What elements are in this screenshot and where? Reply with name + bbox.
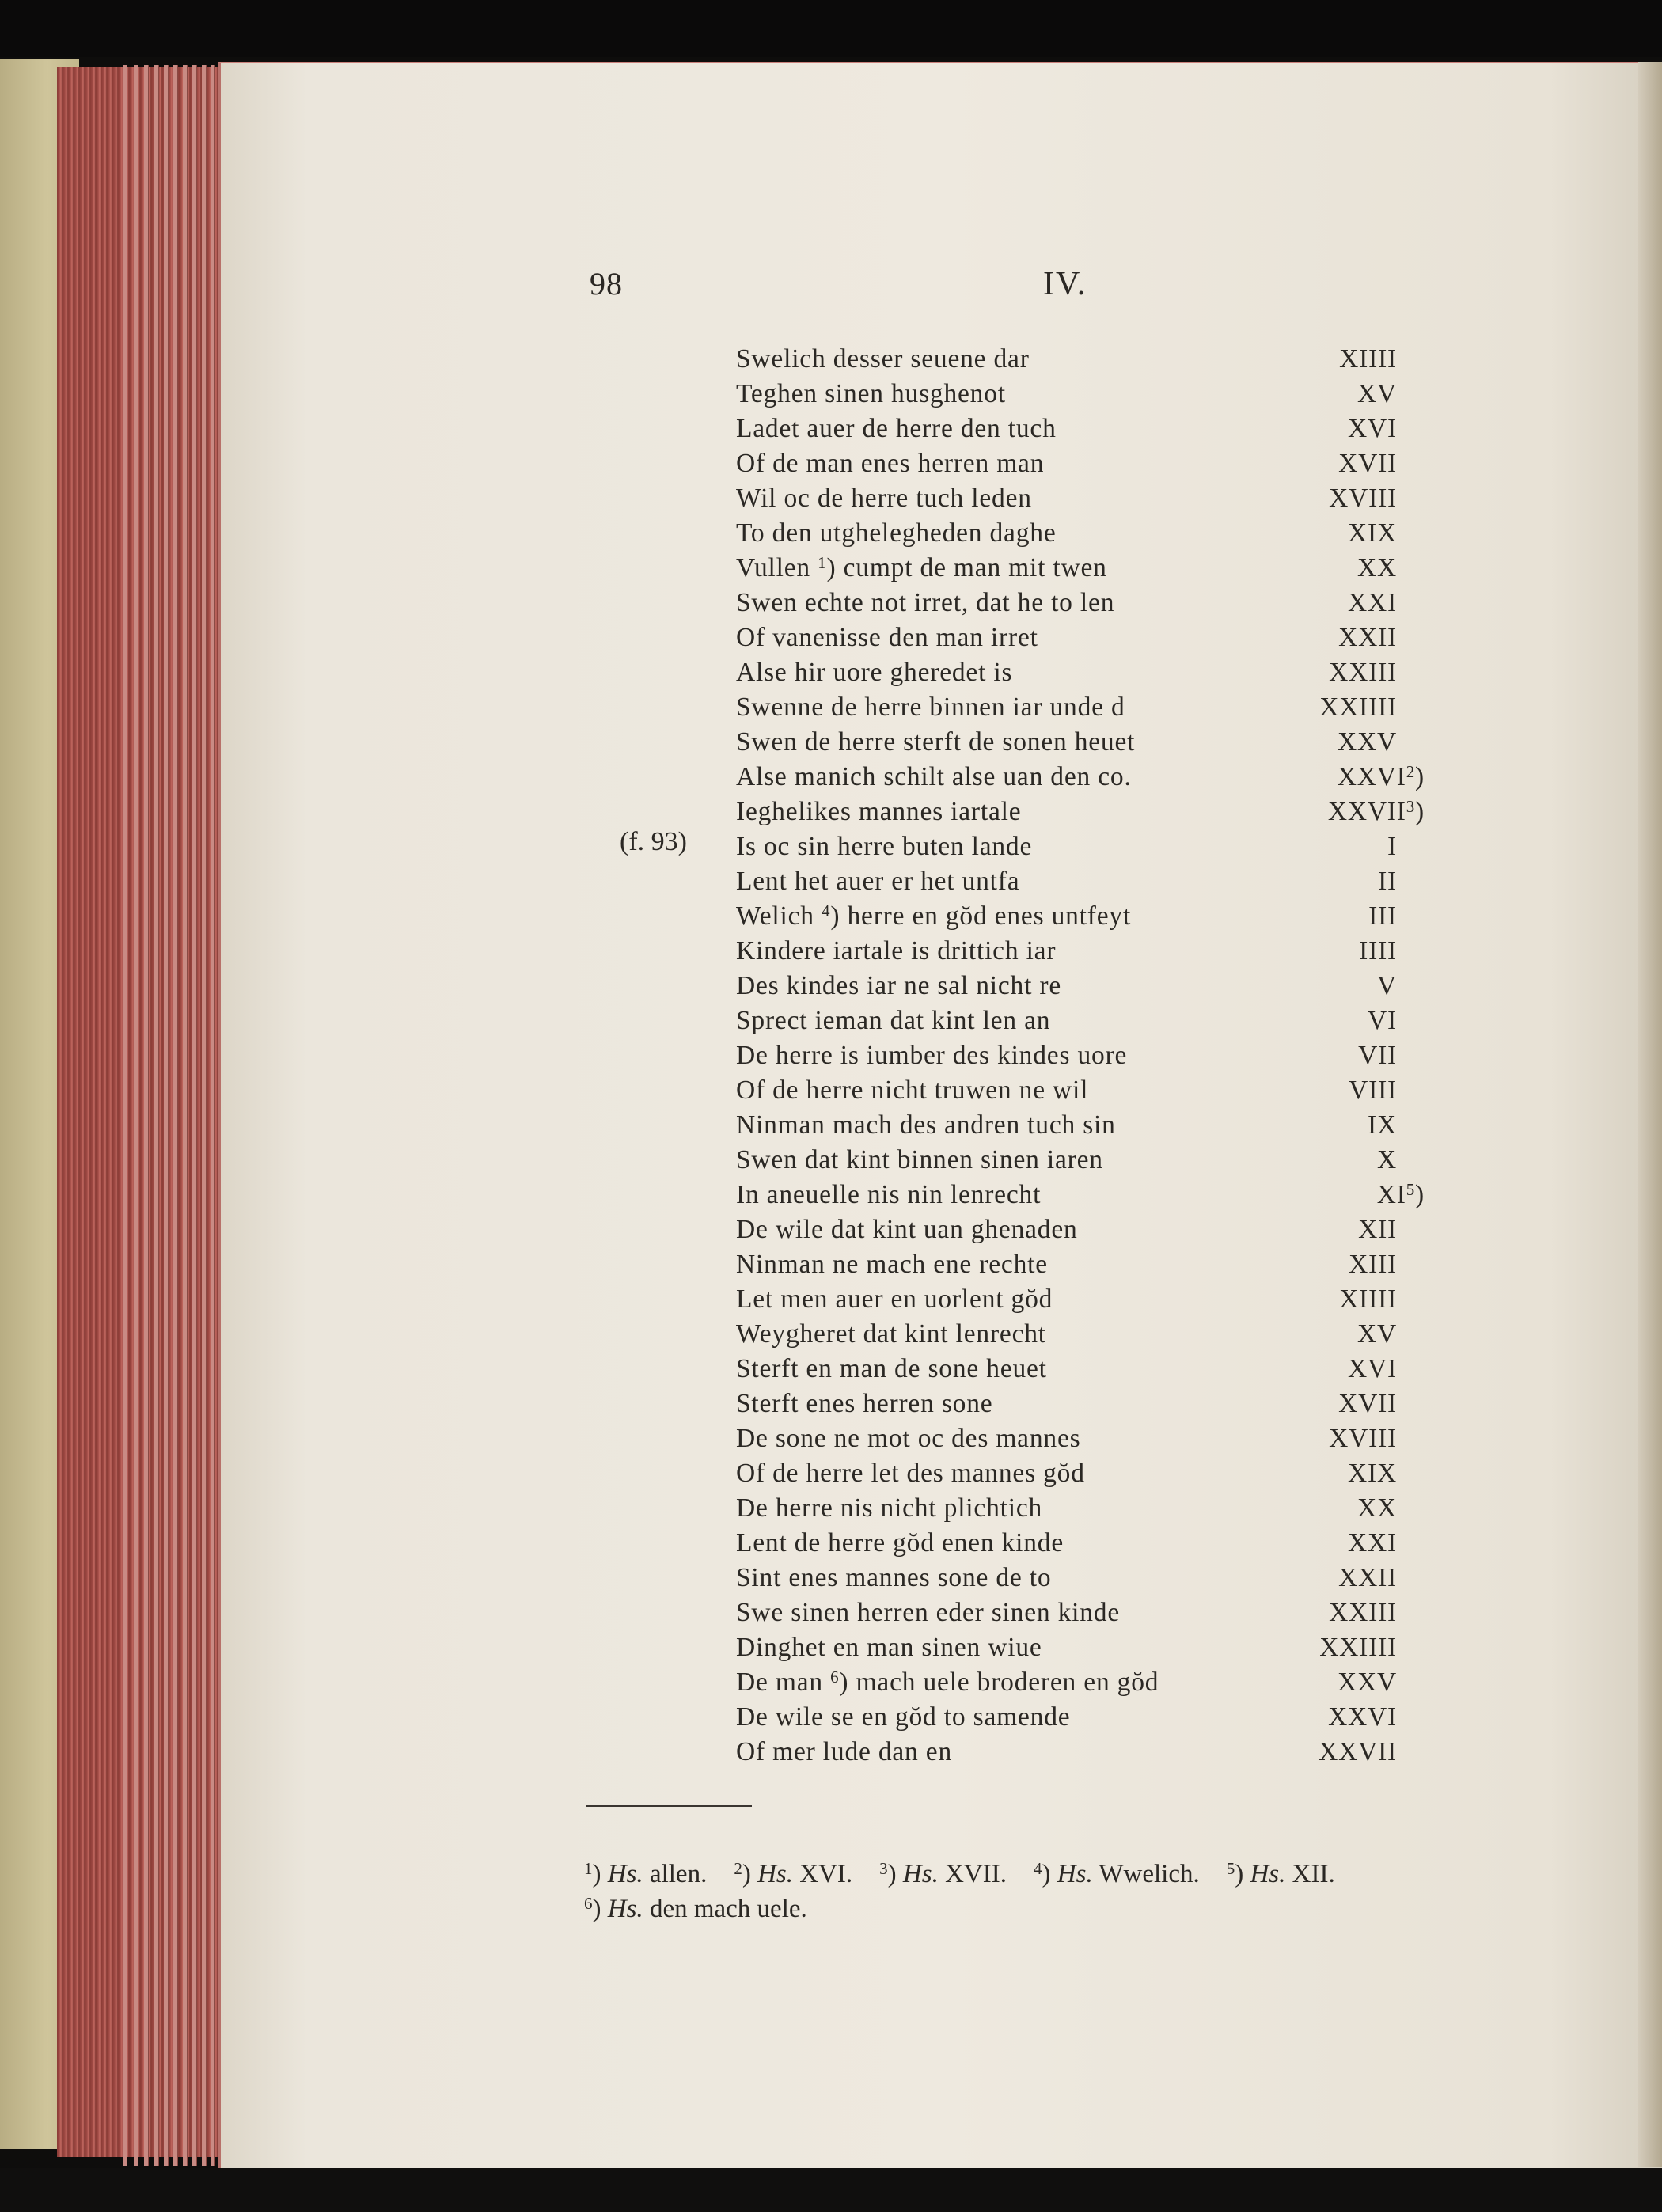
chapter-row (736, 690, 1425, 725)
chapter-number: XXI (1348, 588, 1397, 617)
chapter-title: Swen dat kint binnen sinen iaren (736, 1145, 1103, 1174)
chapter-title: De wile dat kint uan ghenaden (736, 1215, 1078, 1244)
page-gutter-right (1638, 62, 1662, 2167)
chapter-title: Swenne de herre binnen iar unde d (736, 692, 1125, 722)
chapter-row (736, 1108, 1425, 1143)
chapter-number: VII (1358, 1041, 1397, 1070)
chapter-number: XVIII (1329, 1424, 1397, 1453)
chapter-number: XXII (1338, 623, 1397, 652)
chapter-row (736, 1282, 1425, 1317)
chapter-row (736, 1317, 1425, 1352)
chapter-title: Of mer lude dan en (736, 1737, 952, 1766)
chapter-number: XV (1357, 379, 1397, 408)
chapter-number: XXVI (1328, 1702, 1397, 1732)
chapter-title: Sterft en man de sone heuet (736, 1354, 1047, 1383)
chapter-number: XXI (1348, 1528, 1397, 1558)
chapter-number: XVI (1348, 414, 1397, 443)
chapter-title: Kindere iartale is drittich iar (736, 936, 1057, 966)
footnote: $^1$) Hs. allen. (584, 1859, 708, 1888)
chapter-row (736, 1526, 1425, 1561)
page-heading: IV. (1043, 266, 1087, 302)
chapter-row (736, 620, 1425, 655)
chapter-number: XVI (1348, 1354, 1397, 1383)
chapter-title: Ladet auer de herre den tuch (736, 414, 1057, 443)
chapter-number: XXIII (1329, 1598, 1397, 1627)
chapter-number: $XI^5$) (1376, 1180, 1425, 1209)
chapter-number: XIX (1348, 518, 1397, 548)
chapter-row (736, 446, 1425, 481)
chapter-number: XIII (1349, 1250, 1397, 1279)
chapter-row (736, 795, 1425, 829)
chapter-number: X (1377, 1145, 1397, 1174)
footnote-marker: 3 (1406, 797, 1416, 816)
chapter-number: XVII (1338, 1389, 1397, 1418)
chapter-title: Alse manich schilt alse uan den co. (736, 762, 1132, 791)
chapter-title: Wil oc de herre tuch leden (736, 484, 1032, 513)
footnote-marker: 1 (818, 553, 827, 572)
chapter-number: XII (1358, 1215, 1397, 1244)
chapter-title: In aneuelle nis nin lenrecht (736, 1180, 1042, 1209)
chapter-title: Welich $^4$) herre en gŏd enes untfeyt (736, 901, 1132, 931)
chapter-number: XXVII$^3$) (1327, 797, 1425, 826)
footnote: $^3$) Hs. XVII. (879, 1859, 1007, 1888)
chapter-row (736, 377, 1425, 412)
chapter-number: IIII (1359, 936, 1397, 966)
chapter-number: XXIII (1329, 658, 1397, 687)
chapter-title: Ninman mach des andren tuch sin (736, 1110, 1116, 1140)
chapter-row (736, 864, 1425, 899)
chapter-row (736, 1665, 1425, 1700)
chapter-row (736, 1630, 1425, 1665)
chapter-row (736, 1247, 1425, 1282)
chapter-title: Swen de herre sterft de sonen heuet (736, 727, 1136, 757)
chapter-title: Des kindes iar ne sal nicht re (736, 971, 1061, 1000)
chapter-title: Swelich desser seuene dar (736, 344, 1030, 374)
chapter-number: XIIII (1339, 1284, 1397, 1314)
footnotes (584, 1857, 1550, 1926)
chapter-title: De sone ne mot oc des mannes (736, 1424, 1081, 1453)
footnote-marker: 5 (1406, 1180, 1416, 1199)
chapter-title: Of vanenisse den man irret (736, 623, 1038, 652)
footnote-marker: 4 (822, 901, 831, 920)
chapter-title: To den utghelegheden daghe (736, 518, 1057, 548)
chapter-number: XV (1357, 1319, 1397, 1349)
page-number: 98 (590, 266, 623, 302)
chapter-title: Swe sinen herren eder sinen kinde (736, 1598, 1121, 1627)
chapter-row (736, 1352, 1425, 1387)
chapter-title: Sint enes mannes sone de to (736, 1563, 1052, 1592)
chapter-title: Teghen sinen husghenot (736, 379, 1006, 408)
footnote: $^5$) Hs. XII. (1226, 1859, 1335, 1888)
chapter-row (736, 1178, 1425, 1212)
chapter-row (736, 1595, 1425, 1630)
chapter-row (736, 1038, 1425, 1073)
chapter-row (736, 899, 1425, 934)
chapter-row (736, 1456, 1425, 1491)
chapter-number: XXVII (1319, 1737, 1397, 1766)
chapter-title: De herre is iumber des kindes uore (736, 1041, 1128, 1070)
footnote-divider (586, 1805, 752, 1807)
chapter-title: Swen echte not irret, dat he to len (736, 588, 1115, 617)
chapter-row (736, 1421, 1425, 1456)
chapter-title: Of de herre nicht truwen ne wil (736, 1076, 1089, 1105)
chapter-number: XXV (1338, 1668, 1397, 1697)
chapter-row (736, 934, 1425, 969)
chapter-row (736, 481, 1425, 516)
chapter-row (736, 1073, 1425, 1108)
chapter-number: XIIII (1339, 344, 1397, 374)
chapter-row (736, 1387, 1425, 1421)
chapter-row (736, 551, 1425, 586)
chapter-title: Vullen $^1$) cumpt de man mit twen (736, 553, 1107, 582)
chapter-row (736, 760, 1425, 795)
chapter-row (736, 516, 1425, 551)
chapter-number: V (1377, 971, 1397, 1000)
chapter-title: Sprect ieman dat kint len an (736, 1006, 1051, 1035)
chapter-title: De wile se en gŏd to samende (736, 1702, 1071, 1732)
chapter-number: XVIII (1329, 484, 1397, 513)
chapter-number: XX (1357, 1493, 1397, 1523)
chapter-number: III (1368, 901, 1397, 931)
chapter-title: De man $^6$) mach uele broderen en gŏd (736, 1668, 1159, 1697)
chapter-row (736, 725, 1425, 760)
chapter-row (736, 586, 1425, 620)
chapter-row (736, 1143, 1425, 1178)
chapter-number: VIII (1349, 1076, 1397, 1105)
chapter-list (736, 342, 1425, 1770)
chapter-number: XXVI$^2$) (1337, 762, 1425, 791)
chapter-number: XIX (1348, 1459, 1397, 1488)
chapter-title: Ieghelikes mannes iartale (736, 797, 1022, 826)
footnote-marker: 2 (1406, 762, 1416, 781)
chapter-row (736, 1561, 1425, 1595)
footnote-line-1 (584, 1857, 1550, 1891)
chapter-title: Is oc sin herre buten lande (736, 832, 1033, 861)
chapter-number: VI (1368, 1006, 1397, 1035)
chapter-number: XXV (1338, 727, 1397, 757)
chapter-title: De herre nis nicht plichtich (736, 1493, 1043, 1523)
chapter-title: Of de herre let des mannes gŏd (736, 1459, 1085, 1488)
chapter-number: IX (1368, 1110, 1397, 1140)
chapter-title: Sterft enes herren sone (736, 1389, 993, 1418)
chapter-row (736, 1004, 1425, 1038)
chapter-row (736, 655, 1425, 690)
chapter-number: XXIIII (1319, 1633, 1397, 1662)
folio-reference: (f. 93) (620, 827, 687, 856)
footnote: $^4$) Hs. Wwelich. (1034, 1859, 1200, 1888)
chapter-row (736, 969, 1425, 1004)
chapter-title: Lent de herre gŏd enen kinde (736, 1528, 1064, 1558)
chapter-title: Weygheret dat kint lenrecht (736, 1319, 1046, 1349)
chapter-number: II (1378, 867, 1397, 896)
chapter-number: XVII (1338, 449, 1397, 478)
chapter-title: Alse hir uore gheredet is (736, 658, 1013, 687)
background-top (0, 0, 1662, 57)
chapter-row (736, 829, 1425, 864)
footnote-marker: 6 (830, 1668, 840, 1687)
chapter-number: XXIIII (1319, 692, 1397, 722)
footnote: $^6$) Hs. den mach uele. (584, 1894, 807, 1923)
chapter-row (736, 1491, 1425, 1526)
chapter-number: XXII (1338, 1563, 1397, 1592)
page-edge-strips (123, 65, 233, 2166)
chapter-row (736, 1700, 1425, 1735)
chapter-number: XX (1357, 553, 1397, 582)
chapter-title: Lent het auer er het untfa (736, 867, 1020, 896)
chapter-row (736, 342, 1425, 377)
footnote-line-2 (584, 1891, 1550, 1926)
chapter-row (736, 412, 1425, 446)
chapter-title: Of de man enes herren man (736, 449, 1045, 478)
chapter-title: Let men auer en uorlent gŏd (736, 1284, 1053, 1314)
chapter-row (736, 1212, 1425, 1247)
chapter-number: I (1387, 832, 1397, 861)
chapter-title: Ninman ne mach ene rechte (736, 1250, 1048, 1279)
chapter-row (736, 1735, 1425, 1770)
chapter-title: Dinghet en man sinen wiue (736, 1633, 1042, 1662)
footnote: $^2$) Hs. XVI. (734, 1859, 853, 1888)
background-bottom (0, 2168, 1662, 2212)
